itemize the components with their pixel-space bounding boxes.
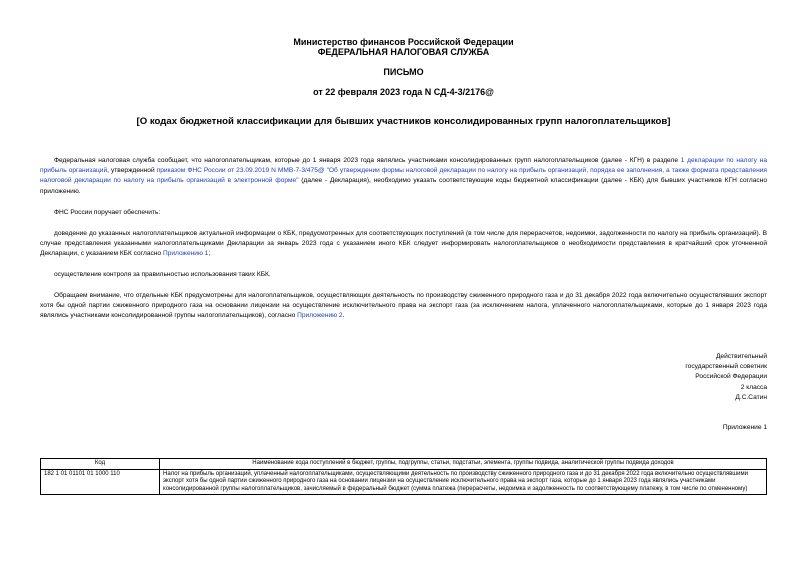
paragraph-lng-text-b: . [342,312,345,320]
signatory-name: Д.С.Сатин [735,393,767,401]
table-cell-code: 182 1 01 01101 01 1000 110 [41,469,160,495]
paragraph-instruction: ФНС России поручает обеспечить: [54,209,161,216]
paragraph-intro-text-a: Федеральная налоговая служба сообщает, что налогоплательщикам, которые до 1 января 2023 года являлись участниками консолидированных групп налогоплательщиков (далее - КГН) в разделе [54,157,681,164]
table-row [41,469,767,495]
kbk-table [40,458,767,495]
appendix-label: Приложение 1 [722,424,767,431]
document-type: ПИСЬМО [383,67,424,77]
column-header-code: Код [41,459,160,470]
link-fns-order[interactable]: приказом ФНС России от 23.09.2019 N ММВ-7-3/475@ "Об утверждении формы налоговой декларации по налогу на прибыль организаций, порядка ее заполнения, а также формата представления налоговой декларации по налогу на прибыль организаций в электронной форме" [40,167,767,185]
ministry-name: Министерство финансов Российской Федерации [293,37,514,47]
document-date-number: от 22 февраля 2023 года N СД-4-3/2176@ [313,87,494,97]
table-header-row [41,459,767,470]
paragraph-inform-text-b: ; [208,250,211,258]
paragraph-control: осуществление контроля за правильностью использования таких КБК. [54,271,271,278]
paragraph-intro-text-c: (далее - Декларация), необходимо указать соответствующие коды бюджетной классификации (далее - КБК) для бывших участников КГН согласно приложению. [40,177,767,195]
table-cell-name: Налог на прибыль организаций, уплаченный налогоплательщиками, осуществляющими деятельность по производству сжиженного природного газа и до 31 декабря 2022 года включительно осуществлявшими экспорт хотя бы одной партии сжиженного природного газа на основании лицензии на осуществление исключительного права на экспорт газа, которые до 1 января 2023 года являлись участниками консолидированной группы налогоплательщиков, зачисляемый в федеральный бюджет (сумма платежа (перерасчеты, недоимка и задолженность по соответствующему платежу, в том числе по отмененному) [160,469,767,495]
paragraph-lng-note [40,291,767,322]
paragraph-intro [40,156,767,197]
document-subject: [О кодах бюджетной классификации для бывших участников консолидированных групп налогоплательщиков] [136,116,671,127]
paragraph-inform [40,229,767,260]
signature-rank-line1: Действительный [715,353,767,360]
paragraph-inform-text-a: доведение до указанных налогоплательщиков актуальной информации о КБК, предусмотренных для соответствующих поступлений (в том числе для перерасчетов, недоимки, задолженности по налогу на прибыль организаций). В случае представления указанными налогоплательщиками Декларации за январь 2023 года с указанием иного КБК следует информировать налогоплательщиков о необходимости представления в кратчайший срок уточненной Декларации, с указанием КБК согласно [40,230,767,258]
column-header-name: Наименование кода поступлений в бюджет, группы, подгруппы, статьи, подстатьи, элемента, группы подвида, аналитической группы подвида доходов [160,459,767,470]
signature-rank-line3: Российской Федерации [695,373,767,381]
paragraph-lng-text-a: Обращаем внимание, что отдельные КБК предусмотрены для налогоплательщиков, осуществляющих деятельность по производству сжиженного природного газа и до 31 декабря 2022 года включительно осуществлявших экспорт хотя бы одной партии сжиженного природного газа на основании лицензии на осуществление исключительного права на экспорт газа (за исключением налога, уплаченного налогоплательщиками, которые до 1 января 2023 года являлись участниками консолидированной группы налогоплательщиков), согласно [40,292,767,320]
link-appendix-1[interactable]: Приложению 1 [162,250,209,258]
signature-rank-line2: государственный советник [685,363,767,371]
paragraph-intro-text-b: , утвержденной [107,167,157,175]
service-name: ФЕДЕРАЛЬНАЯ НАЛОГОВАЯ СЛУЖБА [317,47,490,57]
link-appendix-2[interactable]: Приложению 2 [297,312,343,320]
signature-block [627,352,767,403]
signature-rank-line4: 2 класса [740,383,767,391]
link-declaration-section[interactable]: 1 декларации по налогу на прибыль организаций [40,157,767,175]
